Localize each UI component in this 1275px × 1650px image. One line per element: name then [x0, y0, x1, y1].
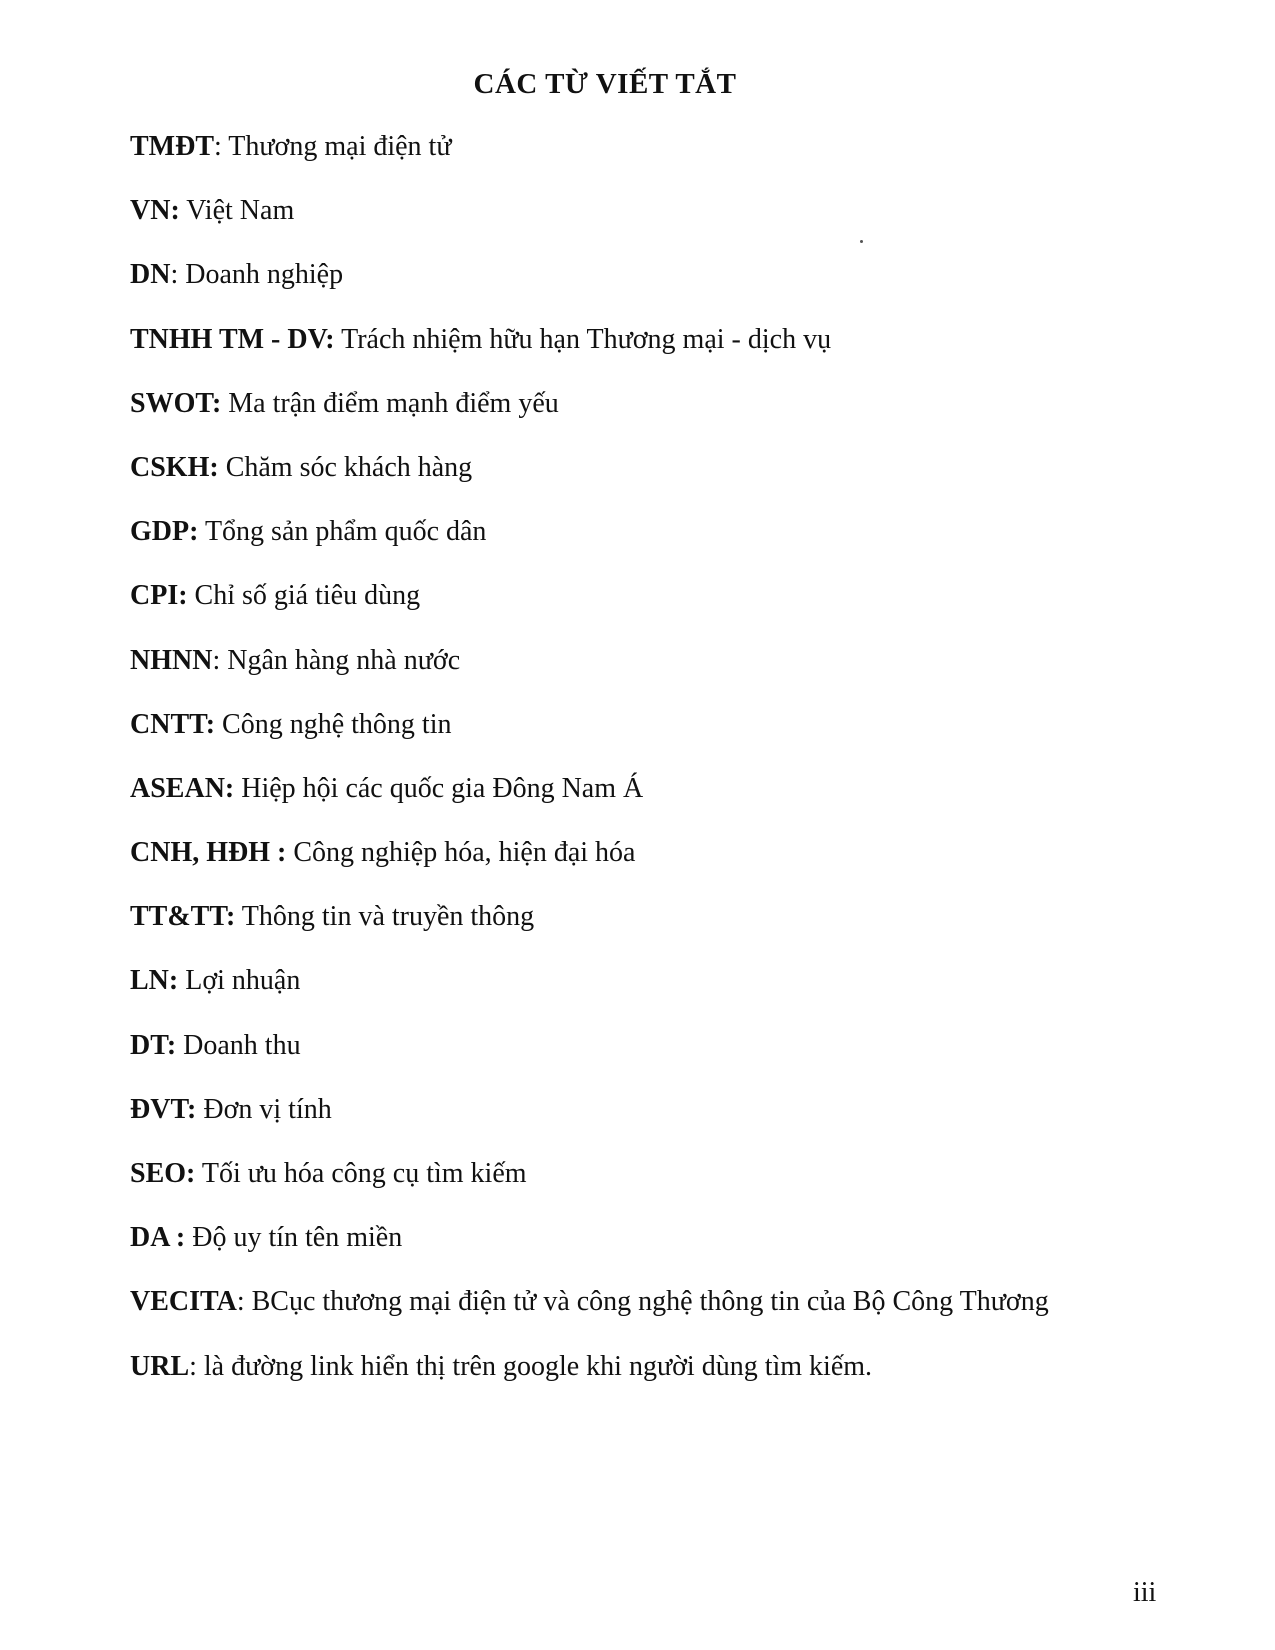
abbreviation-definition: Tối ưu hóa công cụ tìm kiếm: [201, 1158, 527, 1189]
page-title: CÁC TỪ VIẾT TẮT: [473, 68, 737, 100]
abbreviation-definition: Công nghệ thông tin: [222, 708, 452, 740]
abbreviation-item: [130, 1091, 1190, 1155]
abbreviation-term: TT&TT:: [130, 901, 236, 933]
abbreviation-term: GDP:: [130, 516, 199, 548]
abbreviation-term: DN: [130, 259, 171, 291]
abbreviation-definition: Doanh nghiệp: [185, 259, 344, 291]
abbreviation-term: TNHH TM - DV:: [130, 323, 335, 355]
abbreviation-definition: Lợi nhuận: [185, 965, 301, 997]
abbreviation-term: CNH, HĐH :: [130, 837, 287, 869]
abbreviation-definition: Việt Nam: [186, 195, 295, 227]
abbreviation-item: [130, 1155, 1190, 1219]
abbreviation-term: SEO:: [130, 1158, 196, 1189]
abbreviation-definition: Tổng sản phẩm quốc dân: [204, 516, 487, 548]
abbreviation-definition: Ma trận điểm mạnh điểm yếu: [228, 387, 559, 419]
abbreviation-definition: Trách nhiệm hữu hạn Thương mại - dịch vụ: [341, 323, 832, 355]
abbreviation-term: CSKH:: [130, 451, 219, 483]
abbreviation-term: DT:: [130, 1029, 177, 1061]
abbreviation-definition: Ngân hàng nhà nước: [227, 644, 461, 676]
abbreviation-definition: Độ uy tín tên miền: [192, 1222, 403, 1254]
abbreviation-definition: Doanh thu: [183, 1029, 301, 1061]
abbreviation-term: CNTT:: [130, 708, 216, 740]
abbreviation-definition: BCục thương mại điện tử và công nghệ thông tin của Bộ Công Thương: [251, 1286, 1049, 1318]
abbreviation-item: [130, 256, 1190, 320]
abbreviation-term: CPI:: [130, 580, 188, 612]
abbreviation-item: [130, 770, 1190, 834]
abbreviation-separator: :: [214, 131, 222, 162]
abbreviation-term: VN:: [130, 195, 180, 227]
abbreviation-term: NHNN: [130, 644, 213, 676]
abbreviation-definition: Thương mại điện tử: [228, 131, 452, 162]
abbreviation-item: [130, 642, 1190, 706]
abbreviation-item: [130, 577, 1190, 641]
abbreviation-definition: Chăm sóc khách hàng: [225, 451, 473, 483]
abbreviation-item: [130, 1219, 1190, 1283]
abbreviation-item: [130, 898, 1190, 962]
abbreviation-term: SWOT:: [130, 387, 222, 419]
abbreviation-term: TMĐT: [130, 131, 214, 162]
abbreviation-term: ĐVT:: [130, 1093, 197, 1125]
abbreviation-definition: Chỉ số giá tiêu dùng: [194, 580, 421, 612]
abbreviation-list: [130, 128, 1190, 1412]
abbreviation-item: [130, 706, 1190, 770]
abbreviation-separator: :: [170, 259, 179, 291]
abbreviation-item: [130, 1027, 1190, 1091]
abbreviation-item: [130, 321, 1190, 385]
abbreviation-item: [130, 192, 1190, 256]
page-number: iii: [1133, 1577, 1157, 1608]
abbreviation-item: [130, 513, 1190, 577]
abbreviation-definition: Công nghiệp hóa, hiện đại hóa: [293, 837, 636, 869]
scan-speck: [860, 240, 863, 243]
abbreviation-definition: Thông tin và truyền thông: [241, 901, 535, 933]
abbreviation-item: [130, 1283, 1190, 1347]
abbreviation-item: [130, 962, 1190, 1026]
abbreviation-definition: là đường link hiển thị trên google khi người dùng tìm kiếm.: [203, 1350, 873, 1382]
abbreviation-item: [130, 1348, 1190, 1412]
abbreviation-item: [130, 385, 1190, 449]
abbreviation-term: ASEAN:: [130, 772, 235, 804]
abbreviation-separator: :: [236, 1286, 245, 1318]
abbreviation-term: DA :: [130, 1222, 186, 1254]
abbreviation-item: [130, 449, 1190, 513]
abbreviation-item: [130, 128, 1190, 192]
abbreviation-separator: :: [212, 644, 221, 676]
abbreviation-separator: :: [189, 1350, 197, 1382]
abbreviation-term: LN:: [130, 965, 179, 997]
abbreviation-term: URL: [130, 1350, 190, 1382]
abbreviation-definition: Đơn vị tính: [203, 1093, 332, 1125]
abbreviation-term: VECITA: [130, 1286, 237, 1318]
abbreviation-item: [130, 834, 1190, 898]
abbreviation-definition: Hiệp hội các quốc gia Đông Nam Á: [241, 772, 644, 804]
